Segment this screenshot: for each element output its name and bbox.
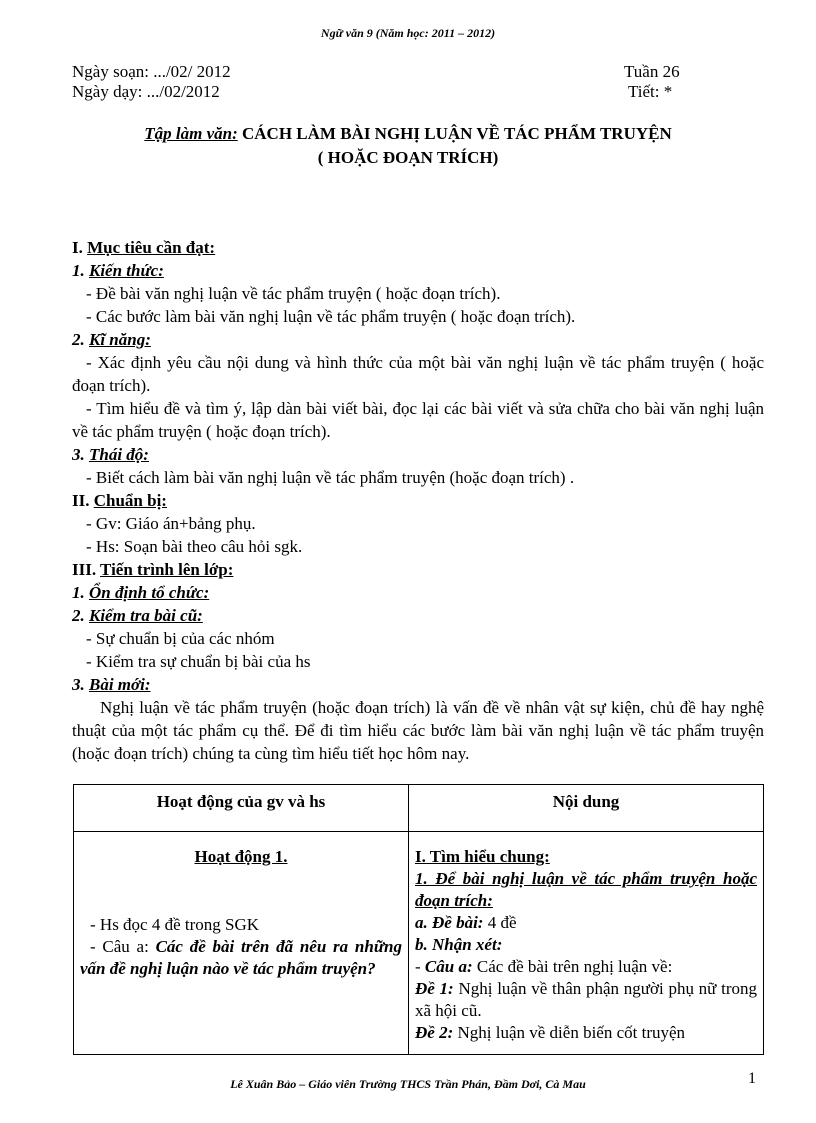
activity-table: [73, 784, 764, 1055]
kien-thuc-item: - Đề bài văn nghị luận về tác phẩm truyện ( hoặc đoạn trích).: [86, 284, 501, 303]
ki-nang-heading: 2. Kĩ năng:: [72, 330, 151, 349]
content-heading: I. Tìm hiểu chung:: [415, 847, 550, 866]
chuan-bi-item: - Hs: Soạn bài theo câu hỏi sgk.: [86, 537, 303, 556]
table-header-row: [74, 785, 764, 832]
ngay-day: Ngày dạy: .../02/2012: [72, 82, 220, 101]
lesson-title: [0, 122, 816, 170]
activity-cell: [74, 832, 409, 1055]
title-line2: ( HOẶC ĐOẠN TRÍCH): [317, 148, 499, 167]
kiem-tra-heading: 2. Kiểm tra bài cũ:: [72, 606, 203, 625]
table-row: [74, 832, 764, 1055]
title-label: Tập làm văn:: [144, 124, 238, 143]
section-2-heading: II. Chuẩn bị:: [72, 491, 167, 510]
activity-title: Hoạt động 1.: [194, 847, 288, 866]
activity-line: - Hs đọc 4 đề trong SGK: [90, 915, 260, 934]
page-number: 1: [748, 1070, 756, 1087]
section-1-heading: I. Mục tiêu cần đạt:: [72, 238, 216, 257]
kien-thuc-item: - Các bước làm bài văn nghị luận về tác phẩm truyện ( hoặc đoạn trích).: [86, 307, 576, 326]
content-subheading: 1. Để bài nghị luận về tác phẩm truyện hoặc đoạn trích:: [415, 869, 757, 910]
tiet: Tiết: *: [628, 82, 673, 101]
thai-do-item: - Biết cách làm bài văn nghị luận về tác phẩm truyện (hoặc đoạn trích) .: [86, 468, 575, 487]
ki-nang-item: - Xác định yêu cầu nội dung và hình thức của một bài văn nghị luận về tác phẩm truyện ( hoặc đoạn trích).: [72, 353, 764, 395]
content-cau-a: - Câu a: Các đề bài trên nghị luận về:: [415, 957, 673, 976]
running-footer: Lê Xuân Bảo – Giáo viên Trường THCS Trần Phán, Đầm Dơi, Cà Mau: [230, 1077, 586, 1091]
content-de-2: Đề 2: Nghị luận về diễn biến cốt truyện: [415, 1023, 686, 1042]
title-line1: CÁCH LÀM BÀI NGHỊ LUẬN VỀ TÁC PHẨM TRUYỆN: [237, 124, 672, 143]
content-de-1: Đề 1: Nghị luận về thân phận người phụ nữ trong xã hội cũ.: [415, 979, 758, 1020]
ki-nang-item: - Tìm hiểu đề và tìm ý, lập dàn bài viết bài, đọc lại các bài viết và sửa chữa cho bài văn nghị luận về tác phẩm truyện ( hoặc đoạn trích).: [72, 399, 764, 441]
content-cell: [409, 832, 764, 1055]
bai-moi-intro: Nghị luận về tác phẩm truyện (hoặc đoạn trích) là vấn đề về nhân vật sự kiện, chủ đề hay nghệ thuật của một tác phẩm cụ thể. Để đi tìm hiểu các bước làm bài văn nghị luận về tác phẩm truyện (hoặc đoạn trích) chúng ta cùng tìm hiểu tiết học hôm nay.: [72, 698, 764, 763]
kien-thuc-heading: 1. Kiến thức:: [72, 261, 164, 280]
col-header-activities: Hoạt động của gv và hs: [74, 785, 409, 832]
activity-question: - Câu a: Các đề bài trên đã nêu ra những vấn đề nghị luận nào về tác phẩm truyện?: [80, 937, 402, 978]
ngay-soan: Ngày soạn: .../02/ 2012: [72, 62, 231, 81]
bai-moi-heading: 3. Bài mới:: [72, 675, 151, 694]
chuan-bi-item: - Gv: Giáo án+bảng phụ.: [86, 514, 256, 533]
running-header: Ngữ văn 9 (Năm học: 2011 – 2012): [320, 26, 496, 40]
dates-block: [72, 62, 231, 102]
kiem-tra-item: - Kiểm tra sự chuẩn bị bài của hs: [86, 652, 311, 671]
content-nhan-xet: b. Nhận xét:: [415, 935, 503, 954]
content-de-bai: a. Đề bài: 4 đề: [415, 913, 517, 932]
kiem-tra-item: - Sự chuẩn bị của các nhóm: [86, 629, 275, 648]
tuan: Tuần 26: [624, 62, 680, 81]
document-body: [72, 236, 764, 765]
on-dinh-heading: 1. Ổn định tổ chức:: [72, 583, 210, 602]
week-block: [624, 62, 680, 102]
section-3-heading: III. Tiến trình lên lớp:: [72, 560, 234, 579]
thai-do-heading: 3. Thái độ:: [72, 445, 149, 464]
col-header-content: Nội dung: [409, 785, 764, 832]
